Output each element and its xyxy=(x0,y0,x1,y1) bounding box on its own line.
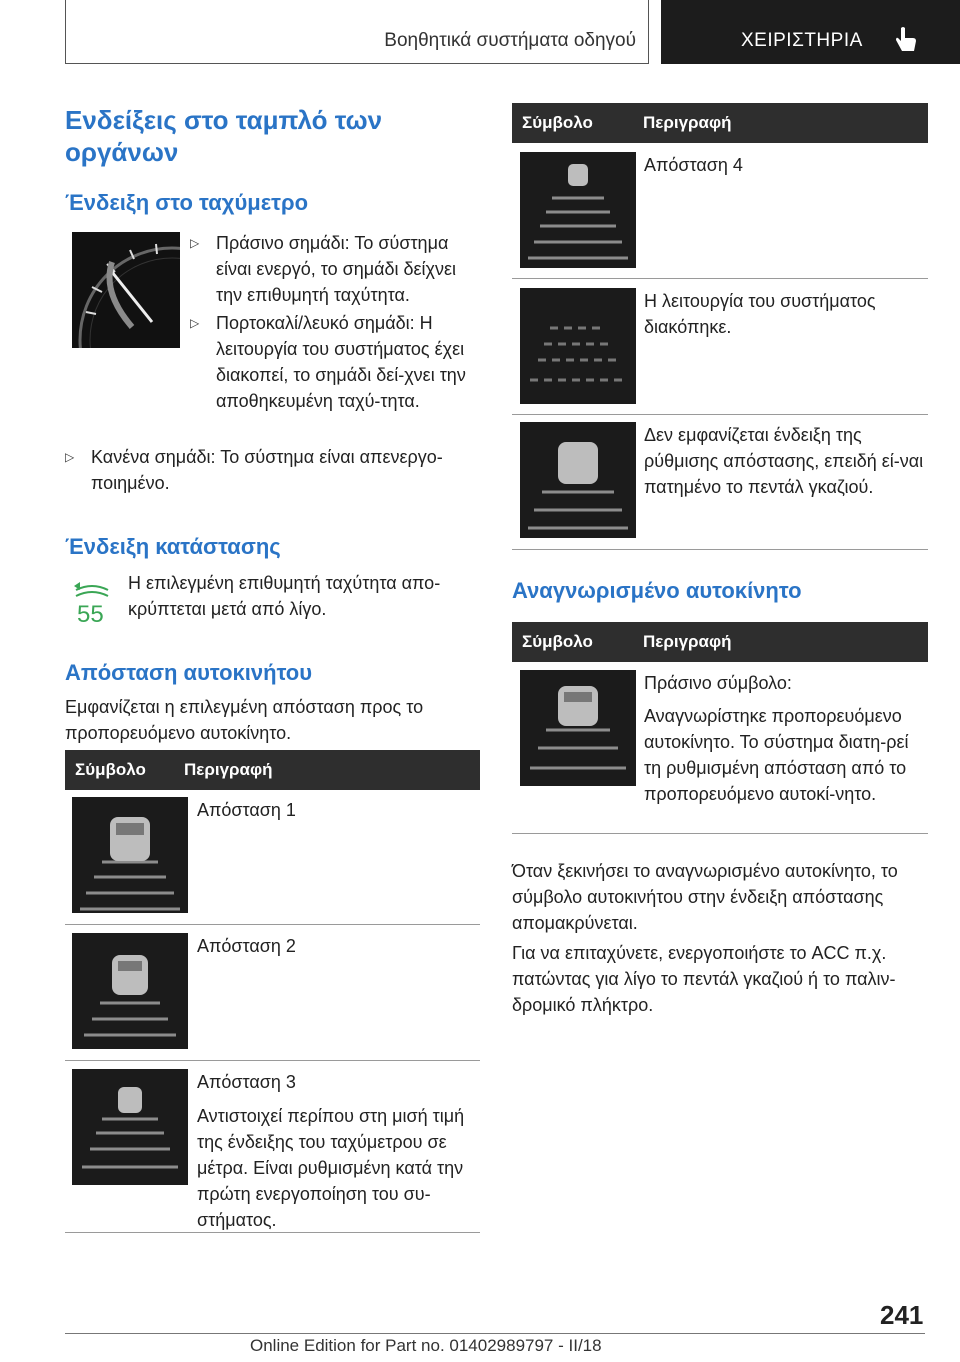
detected-paragraph-1: Όταν ξεκινήσει το αναγνωρισμένο αυτοκίνητο, το σύμβολο αυτοκινήτου στην ένδειξη απόστασης απομακρύνεται. xyxy=(512,861,898,933)
page-heading: Ενδείξεις στο ταμπλό των οργάνων xyxy=(65,105,383,167)
header-chapter-box xyxy=(661,0,960,64)
status-text: Η επιλεγμένη επιθυμητή ταχύτητα απο-κρύπτεται μετά από λίγο. xyxy=(128,573,441,619)
distance-4-label: Απόσταση 4 xyxy=(644,155,743,175)
interrupted-label: Η λειτουργία του συστήματος διακόπηκε. xyxy=(644,291,876,337)
col-symbol: Σύμβολο xyxy=(522,113,593,132)
detected-vehicle-image xyxy=(520,670,636,786)
row-divider xyxy=(65,1232,480,1233)
col-description: Περιγραφή xyxy=(184,760,273,779)
distance-2-image xyxy=(72,933,188,1049)
speedo-bullet-3: ▷ Κανένα σημάδι: Το σύστημα είναι απενεργο-ποιημένο. xyxy=(65,444,480,496)
distance-intro: Εμφανίζεται η επιλεγμένη απόσταση προς το προπορευόμενο αυτοκίνητο. xyxy=(65,697,424,743)
interrupted-image xyxy=(520,288,636,404)
triangle-bullet-icon: ▷ xyxy=(65,450,75,464)
distance-3-description: Αντιστοιχεί περίπου στη μισή τιμή της ένδειξης του ταχύμετρου σε μέτρα. Είναι ρυθμισμένη κατά την πρώτη ενεργοποίηση του συ-στήματος. xyxy=(197,1106,465,1230)
detected-row-text: Αναγνωρίστηκε προπορευόμενο αυτοκίνητο. Το σύστημα διατη-ρεί τη ρυθμισμένη απόσταση από το προπορευόμενο αυτοκί-νητο. xyxy=(644,706,909,804)
accelerator-label: Δεν εμφανίζεται ένδειξη της ρύθμισης απόστασης, επειδή εί-ναι πατημένο το πεντάλ γκαζιού. xyxy=(644,425,924,497)
distance-1-label: Απόσταση 1 xyxy=(197,800,296,820)
triangle-bullet-icon: ▷ xyxy=(190,236,200,250)
header-chapter-title: ΧΕΙΡΙΣΤΗΡΙΑ xyxy=(741,30,863,51)
detected-paragraph-2: Για να επιταχύνετε, ενεργοποιήστε το ACC π.χ. πατώντας για λίγο το πεντάλ γκαζιού ή το παλιν-δρομικό πλήκτρο. xyxy=(512,943,896,1015)
col-symbol: Σύμβολο xyxy=(522,632,593,651)
distance-4-image xyxy=(520,152,636,268)
row-divider xyxy=(512,414,928,415)
speedometer-image xyxy=(72,232,180,348)
distance-table-header-cont xyxy=(512,103,928,143)
acc-status-icon xyxy=(72,580,112,624)
header-section-title: Βοηθητικά συστήματα οδηγού xyxy=(384,30,636,51)
speedo-heading: Ένδειξη στο ταχύμετρο xyxy=(65,190,309,215)
col-description: Περιγραφή xyxy=(643,113,732,132)
detected-row-title: Πράσινο σύμβολο: xyxy=(644,673,792,693)
row-divider xyxy=(512,278,928,279)
accelerator-image xyxy=(520,422,636,538)
hand-pointer-icon xyxy=(893,26,919,54)
speedo-bullet-1: ▷ Πράσινο σημάδι: Το σύστημα είναι ενεργό, το σημάδι δείχνει την επιθυμητή ταχύτητα. xyxy=(190,230,480,308)
detected-heading: Αναγνωρισμένο αυτοκίνητο xyxy=(512,578,802,603)
distance-3-label: Απόσταση 3 xyxy=(197,1072,296,1092)
row-divider xyxy=(512,549,928,550)
col-symbol: Σύμβολο xyxy=(75,760,146,779)
distance-table-header xyxy=(65,750,480,790)
footer-divider xyxy=(65,1333,925,1334)
page-number: 241 xyxy=(880,1300,924,1330)
triangle-bullet-icon: ▷ xyxy=(190,316,200,330)
distance-heading: Απόσταση αυτοκινήτου xyxy=(65,660,313,685)
distance-1-image xyxy=(72,797,188,913)
row-divider xyxy=(512,833,928,834)
detected-table-header xyxy=(512,622,928,662)
distance-3-image xyxy=(72,1069,188,1185)
svg-text:55: 55 xyxy=(77,601,104,624)
header-section-box xyxy=(65,0,649,64)
col-description: Περιγραφή xyxy=(643,632,732,651)
speedo-bullet-2: ▷ Πορτοκαλί/λευκό σημάδι: Η λειτουργία του συστήματος έχει διακοπεί, το σημάδι δεί-χνει την αποθηκευμένη ταχύ-τητα. xyxy=(190,310,480,414)
row-divider xyxy=(65,924,480,925)
row-divider xyxy=(65,1060,480,1061)
footer-text: Online Edition for Part no. 01402989797 - II/18 xyxy=(250,1336,602,1355)
distance-2-label: Απόσταση 2 xyxy=(197,936,296,956)
status-heading: Ένδειξη κατάστασης xyxy=(65,534,281,559)
